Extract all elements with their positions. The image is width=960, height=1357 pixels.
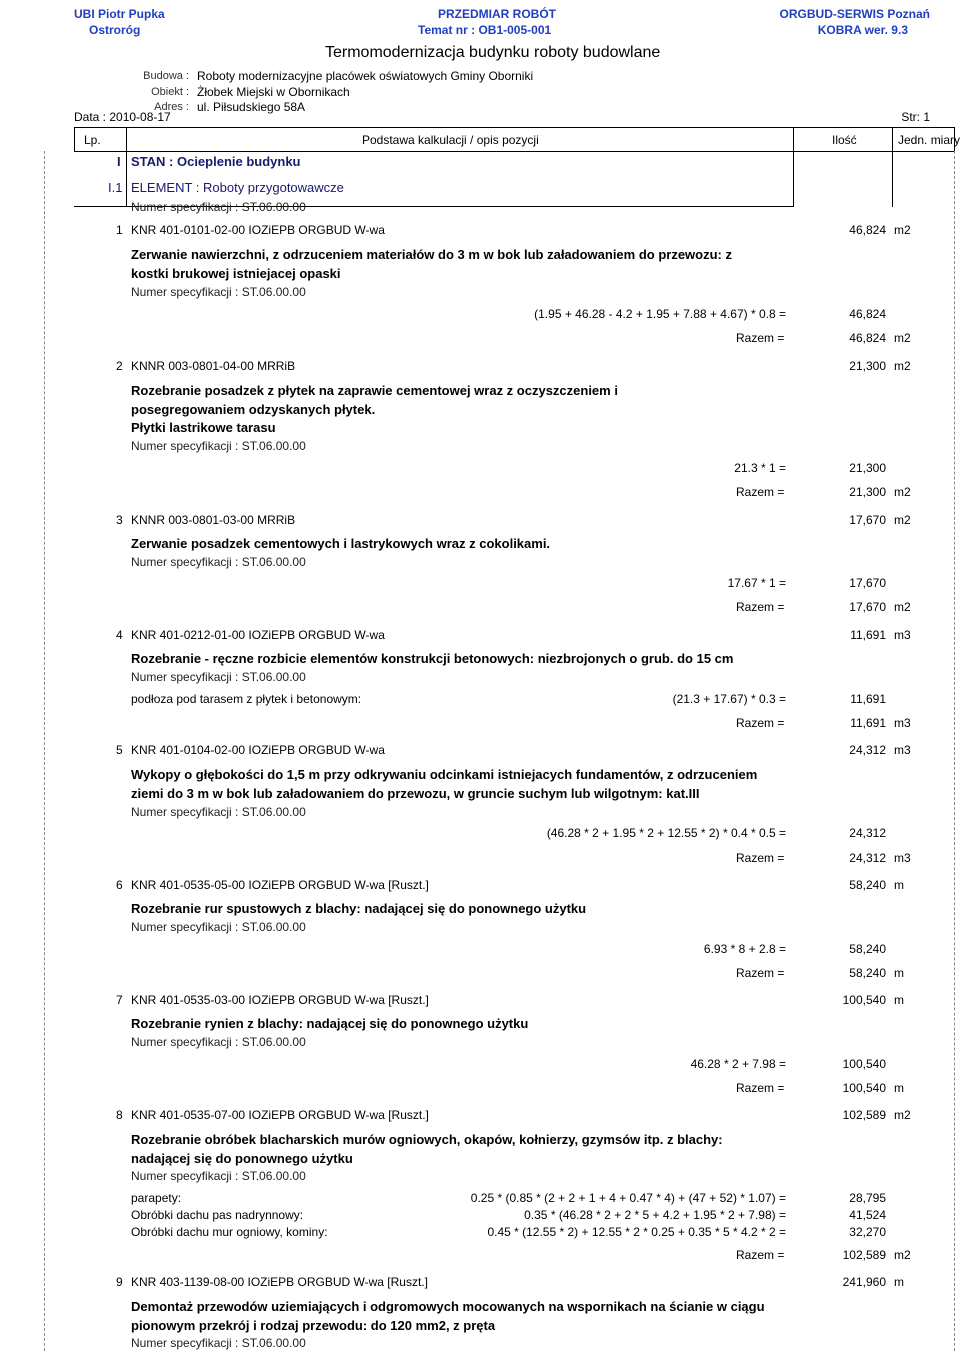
item-8-calc-1: 0.25 * (0.85 * (2 + 2 + 1 + 4 + 0.47 * 4) + (47 + 52) * 1.07) =	[470, 1191, 786, 1205]
item-2-qty: 21,300	[849, 359, 886, 373]
item-9-unit: m	[894, 1275, 904, 1289]
doc-topic: Temat nr : OB1-005-001	[418, 23, 552, 37]
item-7-razem: 100,540	[842, 1081, 886, 1095]
item-3-razem-unit: m2	[894, 600, 911, 614]
item-1-razem-unit: m2	[894, 331, 911, 345]
item-2-razem-label: Razem =	[736, 485, 785, 499]
col-basis: Podstawa kalkulacji / opis pozycji	[362, 133, 539, 147]
item-9-lp: 9	[116, 1275, 123, 1289]
item-3-qty: 17,670	[849, 513, 886, 527]
item-1-calc: (1.95 + 46.28 - 4.2 + 1.95 + 7.88 + 4.67) * 0.8 =	[534, 307, 786, 321]
item-4-razem: 11,691	[850, 716, 886, 730]
item-3-razem: 17,670	[849, 600, 886, 614]
item-9-spec: Numer specyfikacji : ST.06.00.00	[131, 1336, 306, 1350]
item-6-lp: 6	[116, 878, 123, 892]
item-4-razem-label: Razem =	[736, 716, 785, 730]
item-1-lp: 1	[116, 223, 123, 237]
item-2-razem-unit: m2	[894, 485, 911, 499]
item-1-desc: Zerwanie nawierzchni, z odrzuceniem materiałów do 3 m w bok lub załadowaniem do przewozu: z kostki brukowej istniejacej opaski	[131, 247, 732, 281]
item-6-razem-label: Razem =	[736, 966, 785, 980]
software-vendor: ORGBUD-SERWIS Poznań	[779, 7, 930, 21]
item-7-razem-label: Razem =	[736, 1081, 785, 1095]
item-6-razem-unit: m	[894, 966, 904, 980]
item-7-desc: Rozebranie rynien z blachy: nadającej się do ponownego użytku	[131, 1016, 529, 1031]
item-6-code: KNR 401-0535-05-00 IOZiEPB ORGBUD W-wa [Ruszt.]	[131, 878, 429, 892]
item-8-calc-3-label: Obróbki dachu mur ogniowy, kominy:	[131, 1225, 328, 1239]
item-5-calc-val: 24,312	[849, 826, 886, 840]
stan-title: STAN : Ocieplenie budynku	[131, 154, 301, 169]
item-3-code: KNNR 003-0801-03-00 MRRiB	[131, 513, 296, 527]
item-8-calc-2-val: 41,524	[849, 1208, 886, 1222]
item-1-code: KNR 401-0101-02-00 IOZiEPB ORGBUD W-wa	[131, 223, 385, 237]
obiekt-label: Obiekt :	[151, 86, 189, 98]
item-3-lp: 3	[116, 513, 123, 527]
item-8-spec: Numer specyfikacji : ST.06.00.00	[131, 1169, 306, 1183]
item-2-razem: 21,300	[849, 485, 886, 499]
item-2-code: KNNR 003-0801-04-00 MRRiB	[131, 359, 296, 373]
item-8-calc-3: 0.45 * (12.55 * 2) + 12.55 * 2 * 0.25 + 0.35 * 5 * 4.2 * 2 =	[487, 1225, 786, 1239]
item-9-qty: 241,960	[842, 1275, 886, 1289]
item-5-spec: Numer specyfikacji : ST.06.00.00	[131, 805, 306, 819]
item-3-unit: m2	[894, 513, 911, 527]
budowa-value: Roboty modernizacyjne placówek oświatowych Gminy Oborniki	[197, 69, 534, 83]
item-7-code: KNR 401-0535-03-00 IOZiEPB ORGBUD W-wa [Ruszt.]	[131, 993, 429, 1007]
doc-type: PRZEDMIAR ROBÓT	[438, 7, 556, 21]
item-6-razem: 58,240	[849, 966, 886, 980]
item-8-calc-1-label: parapety:	[131, 1191, 182, 1205]
item-2-desc: Rozebranie posadzek z płytek na zaprawie cementowej wraz z oczyszczeniem i posegregowaniem odzyskanych płytek.	[131, 383, 618, 417]
item-7-qty: 100,540	[842, 993, 886, 1007]
item-6-calc: 6.93 * 8 + 2.8 =	[703, 942, 786, 956]
item-2-note: Płytki lastrikowe tarasu	[131, 420, 276, 435]
item-4-spec: Numer specyfikacji : ST.06.00.00	[131, 670, 306, 684]
item-6-qty: 58,240	[849, 878, 886, 892]
item-3-calc-val: 17,670	[849, 576, 886, 590]
stan-number: I	[117, 154, 121, 169]
item-1-calc-val: 46,824	[849, 307, 886, 321]
item-7-unit: m	[894, 993, 904, 1007]
item-1-qty: 46,824	[849, 223, 886, 237]
item-4-razem-unit: m3	[894, 716, 911, 730]
item-2-lp: 2	[116, 359, 123, 373]
item-1-spec: Numer specyfikacji : ST.06.00.00	[131, 285, 306, 299]
item-8-calc-1-val: 28,795	[849, 1191, 886, 1205]
item-6-unit: m	[894, 878, 904, 892]
item-7-calc: 46.28 * 2 + 7.98 =	[690, 1057, 786, 1071]
page-number: Str: 1	[901, 110, 930, 124]
item-1-razem-label: Razem =	[736, 331, 785, 345]
item-8-calc-2-label: Obróbki dachu pas nadrynnowy:	[131, 1208, 304, 1222]
item-8-razem: 102,589	[842, 1248, 886, 1262]
item-8-qty: 102,589	[842, 1108, 886, 1122]
item-5-lp: 5	[116, 743, 123, 757]
item-3-spec: Numer specyfikacji : ST.06.00.00	[131, 555, 306, 569]
element-title: ELEMENT : Roboty przygotowawcze	[131, 180, 344, 195]
software-version: KOBRA wer. 9.3	[817, 23, 908, 37]
item-8-calc-2: 0.35 * (46.28 * 2 + 2 * 5 + 4.2 + 1.95 * 2 + 7.98) =	[524, 1208, 786, 1222]
item-9-code: KNR 403-1139-08-00 IOZiEPB ORGBUD W-wa [Ruszt.]	[131, 1275, 428, 1289]
item-7-razem-unit: m	[894, 1081, 904, 1095]
item-2-calc-val: 21,300	[849, 461, 886, 475]
item-5-unit: m3	[894, 743, 911, 757]
item-6-calc-val: 58,240	[849, 942, 886, 956]
element-spec: Numer specyfikacji : ST.06.00.00	[131, 200, 306, 214]
item-5-code: KNR 401-0104-02-00 IOZiEPB ORGBUD W-wa	[131, 743, 385, 757]
item-4-code: KNR 401-0212-01-00 IOZiEPB ORGBUD W-wa	[131, 628, 385, 642]
budowa-label: Budowa :	[143, 70, 189, 82]
item-3-desc: Zerwanie posadzek cementowych i lastrykowych wraz z cokolikami.	[131, 536, 551, 551]
item-8-calc-3-val: 32,270	[849, 1225, 886, 1239]
item-3-razem-label: Razem =	[736, 600, 785, 614]
item-4-calc: (21.3 + 17.67) * 0.3 =	[672, 692, 786, 706]
obiekt-value: Żłobek Miejski w Obornikach	[197, 85, 350, 99]
item-7-spec: Numer specyfikacji : ST.06.00.00	[131, 1035, 306, 1049]
col-lp: Lp.	[84, 133, 101, 147]
item-8-lp: 8	[116, 1108, 123, 1122]
item-4-unit: m3	[894, 628, 911, 642]
item-4-desc: Rozebranie - ręczne rozbicie elementów konstrukcji betonowych: niezbrojonych o grub. do 15 cm	[131, 651, 734, 666]
item-4-calc-label: podłoza pod tarasem z płytek i betonowym:	[131, 692, 362, 706]
element-number: I.1	[108, 180, 123, 195]
item-8-desc: Rozebranie obróbek blacharskich murów ogniowych, okapów, kołnierzy, gzymsów itp. z blachy: nadającej się do ponownego użytku	[131, 1132, 723, 1166]
item-5-razem-unit: m3	[894, 851, 911, 865]
item-9-desc: Demontaż przewodów uziemiających i odgromowych mocowanych na wspornikach na ścianie w ciągu pionowym przekrój i rodzaj przewodu: do 120 mm2, z pręta	[131, 1299, 765, 1333]
company-name: UBI Piotr Pupka	[74, 7, 165, 21]
item-2-calc: 21.3 * 1 =	[734, 461, 786, 475]
item-8-razem-label: Razem =	[736, 1248, 785, 1262]
item-1-razem: 46,824	[849, 331, 886, 345]
item-3-calc: 17.67 * 1 =	[727, 576, 786, 590]
item-5-razem-label: Razem =	[736, 851, 785, 865]
page-title: Termomodernizacja budynku roboty budowlane	[325, 44, 661, 61]
adres-label: Adres :	[154, 101, 189, 113]
item-8-unit: m2	[894, 1108, 911, 1122]
item-6-desc: Rozebranie rur spustowych z blachy: nadającej się do ponownego użytku	[131, 901, 587, 916]
item-5-calc: (46.28 * 2 + 1.95 * 2 + 12.55 * 2) * 0.4 * 0.5 =	[546, 826, 786, 840]
doc-date: Data : 2010-08-17	[74, 110, 171, 124]
col-qty: Ilość	[832, 133, 857, 147]
item-4-qty: 11,691	[850, 628, 886, 642]
item-4-calc-val: 11,691	[850, 692, 886, 706]
item-2-unit: m2	[894, 359, 911, 373]
item-7-calc-val: 100,540	[842, 1057, 886, 1071]
item-2-spec: Numer specyfikacji : ST.06.00.00	[131, 439, 306, 453]
item-5-qty: 24,312	[849, 743, 886, 757]
item-4-lp: 4	[116, 628, 123, 642]
col-unit: Jedn. miary	[898, 133, 960, 147]
item-8-razem-unit: m2	[894, 1248, 911, 1262]
item-5-razem: 24,312	[849, 851, 886, 865]
item-1-unit: m2	[894, 223, 911, 237]
adres-value: ul. Piłsudskiego 58A	[197, 100, 306, 114]
item-7-lp: 7	[116, 993, 123, 1007]
company-city: Ostroróg	[89, 23, 141, 37]
item-6-spec: Numer specyfikacji : ST.06.00.00	[131, 920, 306, 934]
item-8-code: KNR 401-0535-07-00 IOZiEPB ORGBUD W-wa [Ruszt.]	[131, 1108, 429, 1122]
item-5-desc: Wykopy o głębokości do 1,5 m przy odkrywaniu odcinkami istniejacych fundamentów, z odrzuceniem ziemi do 3 m w bok lub załadowaniem do przewozu, w gruncie suchym lub wilgotnym: kat.III	[131, 767, 758, 801]
